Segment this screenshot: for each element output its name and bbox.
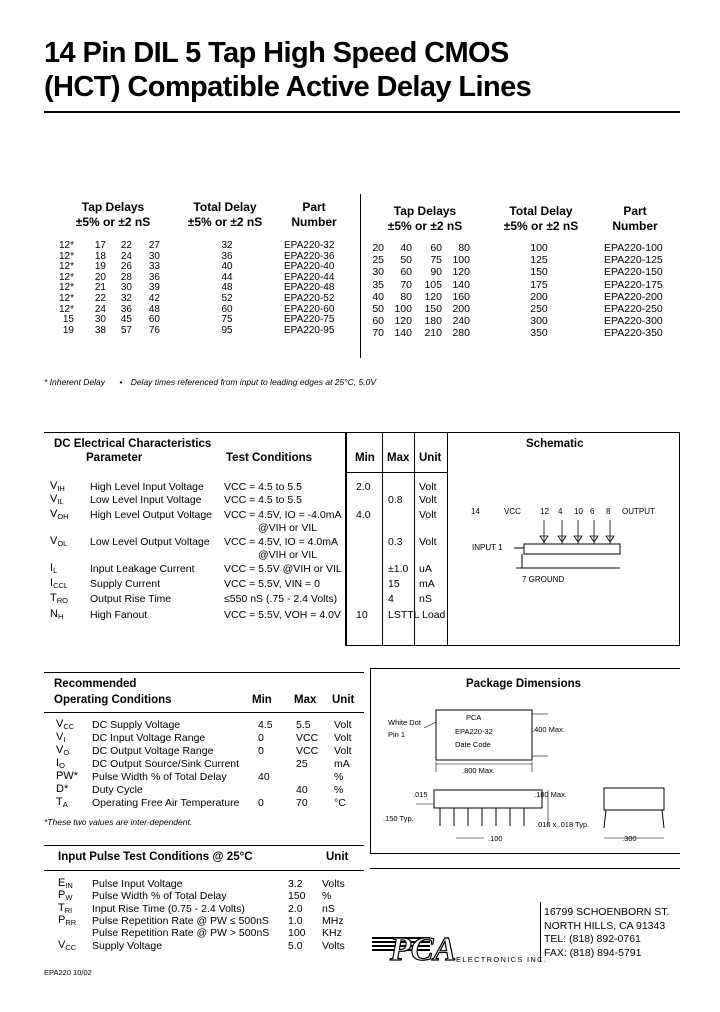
doc-code: EPA220 10/02: [44, 968, 92, 977]
tap-delay-cell: 18: [94, 250, 106, 262]
tap-delay-cell: 25: [372, 254, 384, 267]
rec-unit: mA: [334, 758, 350, 770]
rec-max: VCC: [296, 732, 319, 744]
company-logo: [372, 918, 548, 968]
divider: [360, 194, 361, 358]
pin14-label: 14: [471, 507, 480, 516]
fax-line: FAX: (818) 894-5791: [544, 946, 642, 959]
rec-unit-header: Unit: [332, 694, 355, 706]
dc-test: VCC = 4.5 to 5.5: [224, 494, 302, 506]
dc-unit: nS: [419, 593, 432, 605]
part-number-cell: EPA220-95: [284, 324, 335, 336]
total-delay-cell: 200: [530, 290, 548, 303]
tap-delay-cell: 19: [62, 324, 74, 336]
tap-delay-cell: 75: [430, 254, 442, 267]
dc-unit: Volt: [419, 494, 437, 506]
logo-tail: ELECTRONICS INC.: [456, 955, 548, 964]
tap-delay-cell: 12*: [58, 271, 74, 283]
tap-delay-cell: 210: [424, 327, 442, 340]
dc-param-header: Parameter: [86, 452, 143, 464]
pulse-param: Input Rise Time (0.75 - 2.4 Volts): [92, 902, 245, 915]
tap-pin-labels: [540, 507, 611, 516]
dc-min: 10: [356, 609, 368, 621]
total-delay-cell: 250: [530, 303, 548, 315]
tap-delay-cell: 57: [120, 324, 132, 336]
tap-delay-cell: 150: [424, 303, 442, 315]
tap-delay-cell: 105: [424, 278, 442, 291]
dim-300: .300: [622, 834, 637, 843]
tap-delay-cell: 30: [372, 266, 384, 279]
rec-param: DC Output Source/Sink Current: [92, 758, 240, 770]
dc-title: DC Electrical Characteristics: [54, 438, 212, 450]
tap-delay-cell: 24: [120, 250, 132, 262]
total-delay-cell: 48: [221, 282, 233, 294]
total-delay-cell: 40: [221, 261, 233, 273]
part-number-cell: EPA220-300: [604, 315, 663, 328]
part-mark: EPA220-32: [455, 727, 493, 736]
title-rule: [44, 111, 680, 113]
tap-delay-cell: 120: [424, 290, 442, 303]
dc-max: ±1.0: [388, 563, 409, 575]
dc-min: 2.0: [356, 481, 371, 493]
part-number-cell: EPA220-125: [604, 254, 663, 267]
package-side-outline: [434, 790, 542, 808]
pulse-value: 2.0: [288, 902, 303, 915]
tap-delay-cell: 40: [400, 242, 412, 254]
pulse-unit: Volts: [322, 878, 345, 890]
dc-param: Output Rise Time: [90, 593, 172, 605]
total-delay-cell: 300: [530, 315, 548, 328]
tap-delay-cell: 35: [372, 278, 384, 291]
tap-pin-label: 10: [574, 507, 583, 516]
dc-unit: Volt: [419, 509, 437, 521]
tap-delay-cell: 42: [148, 293, 160, 304]
pulse-symbol: EIN: [58, 877, 73, 890]
rec-unit: Volt: [334, 719, 352, 731]
tap-delay-cell: 48: [148, 303, 160, 315]
rec-min: 40: [258, 771, 270, 783]
rec-min: 0: [258, 732, 264, 744]
tap-delay-cell: 60: [372, 315, 384, 328]
total-delay-cell: 44: [221, 271, 233, 283]
dc-symbol: ICCL: [50, 577, 69, 590]
total-delay-cell: 75: [221, 314, 233, 326]
dc-param: High Fanout: [90, 609, 148, 621]
tap-delay-cell: 12*: [58, 282, 74, 294]
tap-delay-cell: 70: [400, 278, 412, 291]
rec-unit: Volt: [334, 732, 352, 744]
rec-param: DC Supply Voltage: [92, 719, 181, 731]
dc-test-cont: @VIH or VIL: [258, 522, 318, 534]
dc-unit-header: Unit: [419, 452, 442, 464]
dc-max: 0.8: [388, 494, 403, 506]
tap-delay-cell: 20: [372, 242, 384, 254]
ground-label: 7 GROUND: [522, 575, 565, 584]
rec-unit: °C: [334, 797, 346, 809]
tap-delay-cell: 33: [148, 261, 160, 273]
dc-max-header: Max: [387, 452, 410, 464]
rec-symbol: TA: [56, 796, 68, 809]
tap-pin-label: 6: [590, 507, 595, 516]
delay-line-body: [524, 544, 620, 554]
pulse-symbol: TRI: [58, 901, 73, 915]
dc-test: VCC = 4.5V, IO = 4.0mA: [224, 536, 339, 548]
dc-symbol: VIL: [50, 493, 64, 506]
total-delay-cell: 175: [530, 278, 548, 291]
rec-min: 0: [258, 745, 264, 757]
tap-delay-cell: 280: [452, 327, 470, 340]
tap-delay-cell: 30: [120, 282, 132, 294]
dc-test: VCC = 5.5V, VOH = 4.0V: [224, 609, 341, 621]
rec-max: 5.5: [296, 719, 311, 731]
dc-test: VCC = 4.5 to 5.5: [224, 481, 302, 493]
tap-delay-cell: 100: [394, 303, 412, 315]
tap-delay-cell: 32: [120, 293, 132, 304]
tap-delay-cell: 24: [94, 303, 106, 315]
dc-param: Input Leakage Current: [90, 563, 195, 575]
schematic-diagram: [460, 498, 670, 593]
total-delay-cell: 32: [221, 240, 233, 251]
rec-max-header: Max: [294, 694, 317, 706]
dc-symbol: NH: [50, 608, 64, 621]
rec-min: 4.5: [258, 719, 273, 731]
dc-param: High Level Output Voltage: [90, 509, 213, 521]
pulse-value: 150: [288, 890, 306, 903]
tap-delay-cell: 180: [424, 315, 442, 328]
dc-unit: Volt: [419, 481, 437, 493]
part-number-header: Part Number: [612, 204, 658, 233]
tap-delay-cell: 50: [372, 303, 384, 315]
dc-max: 0.3: [388, 536, 403, 548]
pulse-unit-header: Unit: [326, 851, 349, 863]
dc-header-rule: [346, 472, 448, 473]
dc-test: VCC = 4.5V, IO = -4.0mA: [224, 509, 342, 521]
tap-delay-cell: 12*: [58, 303, 74, 315]
tap-delay-cell: 200: [452, 303, 470, 315]
pulse-unit: nS: [322, 902, 335, 915]
rec-param: Duty Cycle: [92, 784, 143, 796]
part-number-cell: EPA220-175: [604, 278, 663, 291]
dim-150: .150 Typ.: [383, 814, 414, 823]
rec-unit: %: [334, 784, 344, 796]
part-number-cell: EPA220-52: [284, 293, 335, 304]
pulse-symbol: PRR: [58, 913, 77, 927]
part-number-cell: EPA220-350: [604, 327, 663, 340]
dc-unit: uA: [419, 563, 432, 575]
rec-max: 25: [296, 758, 308, 770]
dc-param: High Level Input Voltage: [90, 481, 204, 493]
package-title: Package Dimensions: [466, 678, 582, 690]
pulse-param: Supply Voltage: [92, 939, 163, 952]
tap-delay-cell: 60: [400, 266, 412, 279]
schematic-title: Schematic: [526, 438, 584, 450]
pulse-unit: Volts: [322, 939, 345, 952]
part-number-cell: EPA220-100: [604, 242, 663, 254]
tap-delay-cell: 140: [394, 327, 412, 340]
rec-param: DC Input Voltage Range: [92, 732, 206, 744]
rec-note: *These two values are inter-dependent.: [44, 817, 193, 827]
tap-pin-label: 12: [540, 507, 549, 516]
tap-delay-cell: 12*: [58, 261, 74, 273]
tap-delay-cell: 90: [430, 266, 442, 279]
tap-delay-cell: 26: [120, 261, 132, 273]
tap-delay-cell: 76: [148, 324, 160, 336]
pulse-param: Pulse Input Voltage: [92, 878, 183, 890]
part-number-cell: EPA220-60: [284, 303, 335, 315]
total-delay-cell: 52: [221, 293, 233, 304]
dc-symbol: TRO: [50, 592, 68, 605]
tap-delays-header: Tap Delays ±5% or ±2 nS: [75, 200, 151, 229]
pulse-value: 5.0: [288, 939, 303, 952]
rec-symbol: VCC: [56, 718, 75, 731]
tap-footnote: * Inherent Delay • Delay times referenced from input to leading edges at 25°C, 5.0V: [44, 377, 377, 387]
tap-delay-cell: 15: [62, 314, 74, 326]
tap-delay-cell: 12*: [58, 293, 74, 304]
dc-min-header: Min: [355, 452, 375, 464]
dc-max: LSTTL Load: [388, 609, 446, 621]
dc-test-cont: @VIH or VIL: [258, 549, 318, 561]
rec-max: 40: [296, 784, 308, 796]
part-number-cell: EPA220-250: [604, 303, 663, 315]
dc-symbol: VOH: [50, 508, 69, 521]
dc-symbol: VIH: [50, 480, 65, 493]
tap-table-right: [360, 200, 690, 360]
tap-delay-cell: 20: [94, 271, 106, 283]
part-number-cell: EPA220-200: [604, 290, 663, 303]
pulse-param: Pulse Width % of Total Delay: [92, 890, 227, 903]
tap-delays-header: Tap Delays ±5% or ±2 nS: [387, 204, 463, 233]
output-label: OUTPUT: [622, 507, 655, 516]
rec-symbol: VI: [56, 731, 66, 744]
package-end-outline: [604, 788, 664, 810]
total-delay-cell: 36: [221, 250, 233, 262]
total-delay-header: Total Delay ±5% or ±2 nS: [503, 204, 579, 233]
pulse-unit: %: [322, 890, 332, 903]
part-number-cell: EPA220-48: [284, 282, 335, 294]
tap-pin-label: 8: [606, 507, 611, 516]
tap-delay-cell: 27: [148, 240, 160, 251]
tap-delay-cell: 80: [400, 290, 412, 303]
tap-delay-cell: 45: [120, 314, 132, 326]
total-delay-cell: 350: [530, 327, 548, 340]
dc-symbol: IL: [50, 562, 58, 575]
tap-delay-cell: 70: [372, 327, 384, 340]
part-number-cell: EPA220-150: [604, 266, 663, 279]
tap-table-left: [44, 200, 364, 360]
dc-symbol: VOL: [50, 535, 68, 548]
dc-test: VCC = 5.5V @VIH or VIL: [224, 563, 342, 575]
pulse-param: Pulse Repetition Rate @ PW > 500nS: [92, 927, 270, 940]
tap-delay-cell: 39: [148, 282, 160, 294]
tap-delay-cell: 60: [430, 242, 442, 254]
total-delay-cell: 125: [530, 254, 548, 267]
dc-test: VCC = 5.5V, VIN = 0: [224, 578, 320, 590]
pin1-label: Pin 1: [388, 730, 406, 739]
dc-unit: mA: [419, 578, 435, 590]
date-code-mark: Date Code: [455, 740, 491, 749]
address-line-2: NORTH HILLS, CA 91343: [544, 919, 666, 932]
dc-param: Low Level Output Voltage: [90, 536, 210, 548]
dim-180: .180 Max.: [534, 790, 567, 799]
pulse-value: 1.0: [288, 914, 303, 927]
pulse-symbol: VCC: [58, 938, 77, 952]
pulse-symbol: PW: [58, 889, 73, 903]
tap-delay-cell: 30: [94, 314, 106, 326]
dc-test: ≤550 nS (.75 - 2.4 Volts): [224, 593, 338, 605]
tap-delay-cell: 160: [452, 290, 470, 303]
tap-delay-cell: 60: [148, 314, 160, 326]
tap-delay-cell: 140: [452, 278, 470, 291]
tap-delay-cell: 12*: [58, 250, 74, 262]
dim-100: .100: [488, 834, 503, 843]
part-number-header: Part Number: [291, 200, 337, 229]
dc-col-divider: [382, 432, 383, 646]
tap-delay-cell: 21: [94, 282, 106, 294]
address-line-1: 16799 SCHOENBORN ST.: [544, 906, 670, 918]
pulse-value: 100: [288, 927, 306, 940]
tap-delay-cell: 40: [372, 290, 384, 303]
dc-test-header: Test Conditions: [226, 452, 313, 464]
rec-symbol: D*: [56, 783, 69, 795]
rec-symbol: IO: [56, 757, 65, 770]
tap-delay-cell: 28: [120, 271, 132, 283]
tap-delay-cell: 120: [452, 266, 470, 279]
pulse-value: 3.2: [288, 878, 303, 890]
part-number-cell: EPA220-44: [284, 271, 335, 283]
rec-title-2: Operating Conditions: [54, 694, 172, 706]
rec-symbol: PW*: [56, 770, 78, 782]
part-number-cell: EPA220-32: [284, 240, 335, 251]
tap-delay-cell: 240: [452, 315, 470, 328]
rec-param: Operating Free Air Temperature: [92, 797, 240, 809]
rec-max: 70: [296, 797, 308, 809]
rec-unit: %: [334, 771, 344, 783]
package-pins: [440, 808, 524, 826]
tel-line: TEL: (818) 892-0761: [544, 933, 641, 945]
dim-800: .800 Max.: [462, 766, 495, 775]
total-delay-header: Total Delay ±5% or ±2 nS: [187, 200, 263, 229]
tap-delay-cell: 12*: [58, 240, 74, 251]
tap-delay-cell: 100: [452, 254, 470, 267]
tap-delay-cell: 22: [94, 293, 106, 304]
rec-header-rule: [44, 712, 364, 713]
part-number-cell: EPA220-40: [284, 261, 335, 273]
title-line-2: (HCT) Compatible Active Delay Lines: [44, 71, 532, 103]
rec-unit: Volt: [334, 745, 352, 757]
dim-015: .015: [413, 790, 428, 799]
dc-param: Low Level Input Voltage: [90, 494, 202, 506]
tap-delay-cell: 22: [120, 240, 132, 251]
dc-unit: Volt: [419, 536, 437, 548]
rec-title-1: Recommended: [54, 678, 137, 690]
pca-mark: PCA: [466, 713, 482, 722]
tap-arrows: [540, 520, 614, 544]
rec-symbol: VO: [56, 744, 70, 757]
dim-400: .400 Max.: [532, 725, 565, 734]
part-number-cell: EPA220-75: [284, 314, 335, 326]
pulse-header-rule: [44, 870, 364, 871]
dc-max: 15: [388, 578, 400, 590]
tap-delay-cell: 36: [120, 303, 132, 315]
pulse-title: Input Pulse Test Conditions @ 25°C: [58, 851, 253, 863]
tap-delay-cell: 17: [94, 240, 106, 251]
tap-delay-cell: 38: [94, 324, 106, 336]
rec-min-header: Min: [252, 694, 272, 706]
total-delay-cell: 100: [530, 242, 548, 254]
total-delay-cell: 95: [221, 324, 233, 336]
rec-max: VCC: [296, 745, 319, 757]
tap-delay-cell: 50: [400, 254, 412, 267]
tap-delay-cell: 36: [148, 271, 160, 283]
rec-min: 0: [258, 797, 264, 809]
company-divider: [540, 902, 541, 962]
title-line-1: 14 Pin DIL 5 Tap High Speed CMOS: [44, 37, 509, 69]
total-delay-cell: 60: [221, 303, 233, 315]
white-dot-label: White Dot: [388, 718, 421, 727]
tap-delay-cell: 30: [148, 250, 160, 262]
dc-min: 4.0: [356, 509, 371, 521]
page-title: [44, 36, 684, 104]
pulse-unit: KHz: [322, 927, 342, 940]
logo-letters: PCA: [390, 931, 457, 968]
dc-param: Supply Current: [90, 578, 161, 590]
part-number-cell: EPA220-36: [284, 250, 335, 262]
pulse-param: Pulse Repetition Rate @ PW ≤ 500nS: [92, 914, 269, 927]
company-address: [544, 906, 669, 960]
tap-pin-label: 4: [558, 507, 563, 516]
dc-max: 4: [388, 593, 394, 605]
dim-010: .010 x .018 Typ.: [536, 820, 590, 829]
total-delay-cell: 150: [530, 266, 548, 279]
tap-delay-cell: 19: [94, 261, 106, 273]
vcc-label: VCC: [504, 507, 521, 516]
pulse-unit: MHz: [322, 914, 344, 927]
rec-param: Pulse Width % of Total Delay: [92, 771, 227, 783]
tap-delay-cell: 80: [458, 242, 470, 254]
rec-param: DC Output Voltage Range: [92, 745, 214, 757]
input-label: INPUT 1: [472, 543, 503, 552]
tap-delay-cell: 120: [394, 315, 412, 328]
